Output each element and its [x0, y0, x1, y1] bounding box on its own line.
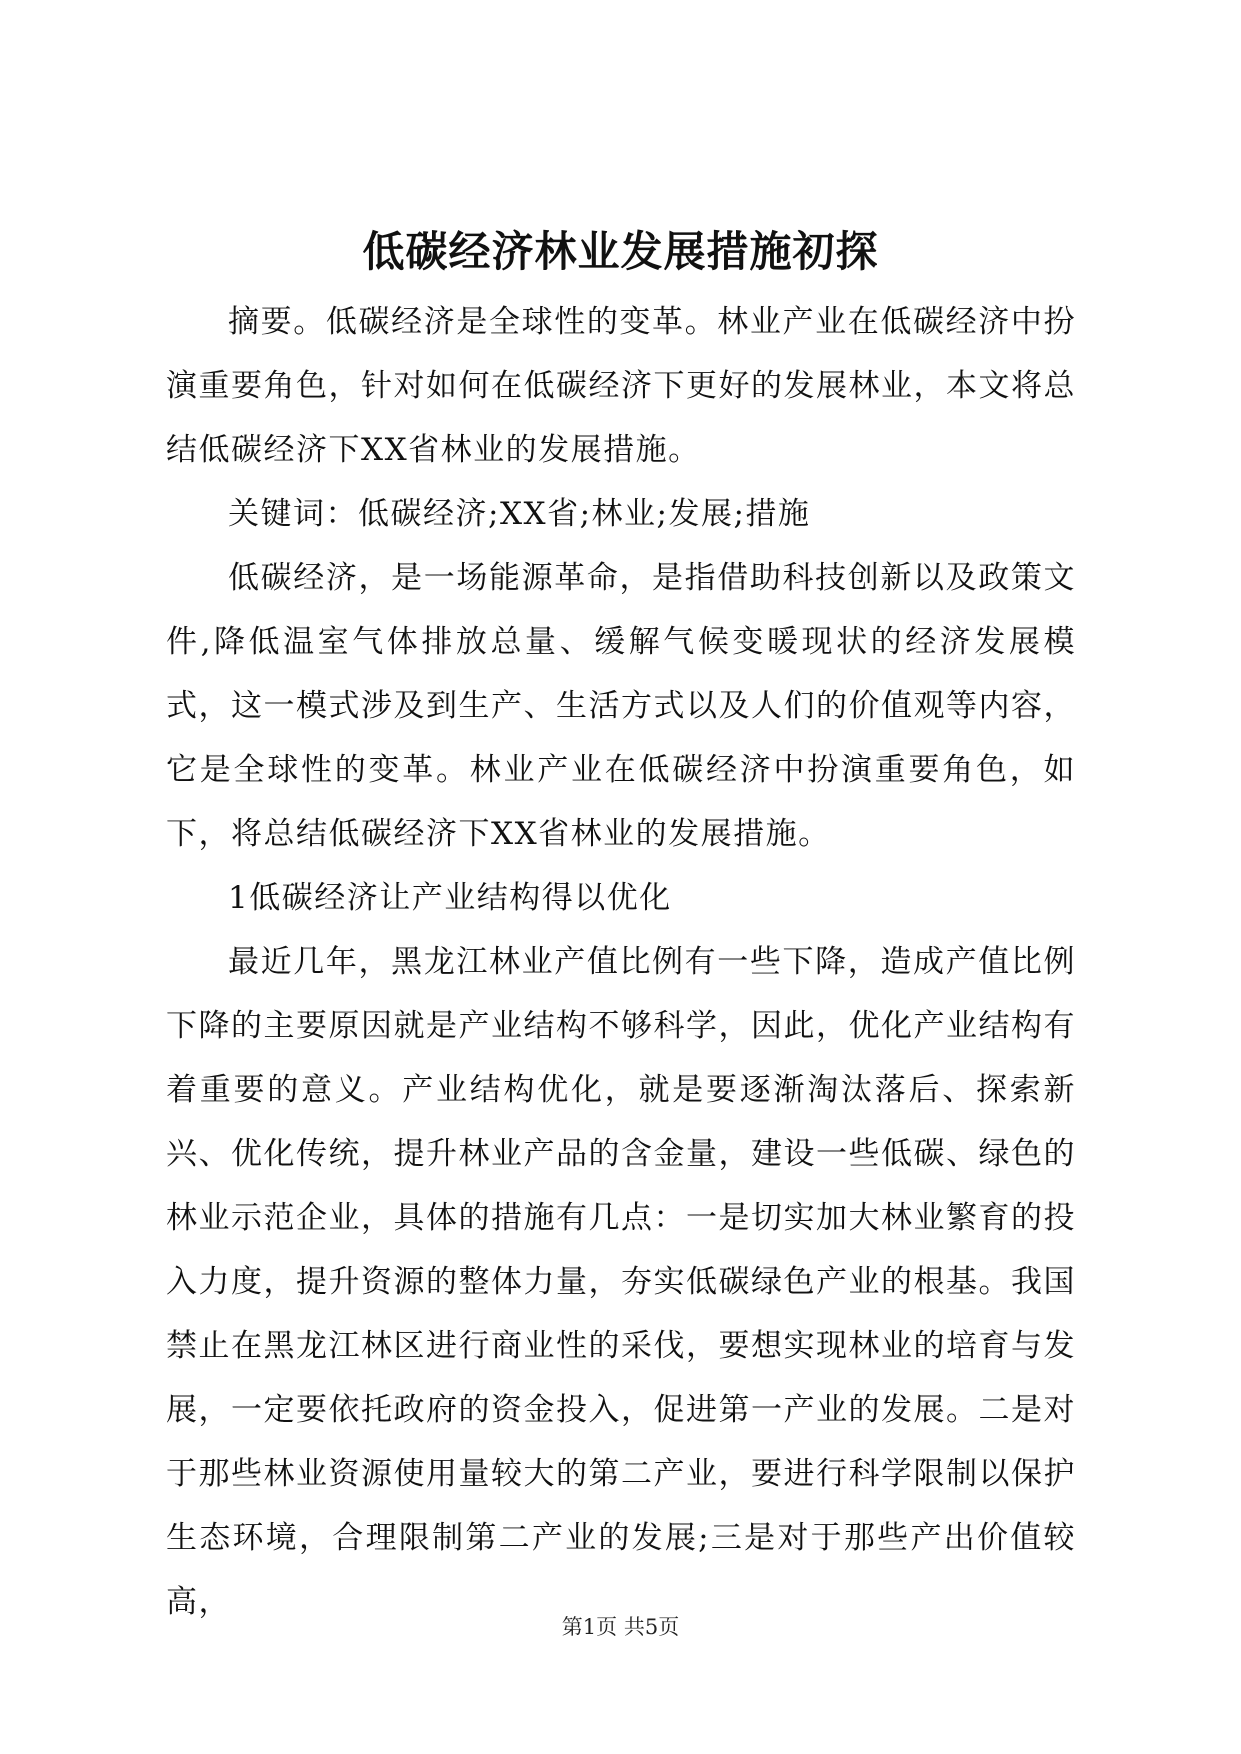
document-title: 低碳经济林业发展措施初探: [362, 227, 879, 276]
page-number-footer: 第1页 共5页: [561, 1615, 680, 1639]
keywords-paragraph: 关键词：低碳经济;XX省;林业;发展;措施: [228, 496, 811, 532]
document-body: [166, 290, 1076, 1634]
abstract-paragraph: 摘要。低碳经济是全球性的变革。林业产业在低碳经济中扮演重要角色，针对如何在低碳经济下更好的发展林业，本文将总结低碳经济下XX省林业的发展措施。: [166, 304, 1076, 468]
intro-paragraph: 低碳经济，是一场能源革命，是指借助科技创新以及政策文件,降低温室气体排放总量、缓解气候变暖现状的经济发展模式，这一模式涉及到生产、生活方式以及人们的价值观等内容，它是全球性的变革。林业产业在低碳经济中扮演重要角色，如下，将总结低碳经济下XX省林业的发展措施。: [166, 560, 1076, 852]
section-body-paragraph: 最近几年，黑龙江林业产值比例有一些下降，造成产值比例下降的主要原因就是产业结构不够科学，因此，优化产业结构有着重要的意义。产业结构优化，就是要逐渐淘汰落后、探索新兴、优化传统，提升林业产品的含金量，建设一些低碳、绿色的林业示范企业，具体的措施有几点：一是切实加大林业繁育的投入力度，提升资源的整体力量，夯实低碳绿色产业的根基。我国禁止在黑龙江林区进行商业性的采伐，要想实现林业的培育与发展，一定要依托政府的资金投入，促进第一产业的发展。二是对于那些林业资源使用量较大的第二产业，要进行科学限制以保护生态环境，合理限制第二产业的发展;三是对于那些产出价值较高，: [166, 944, 1076, 1620]
section-heading: 1低碳经济让产业结构得以优化: [228, 880, 672, 916]
